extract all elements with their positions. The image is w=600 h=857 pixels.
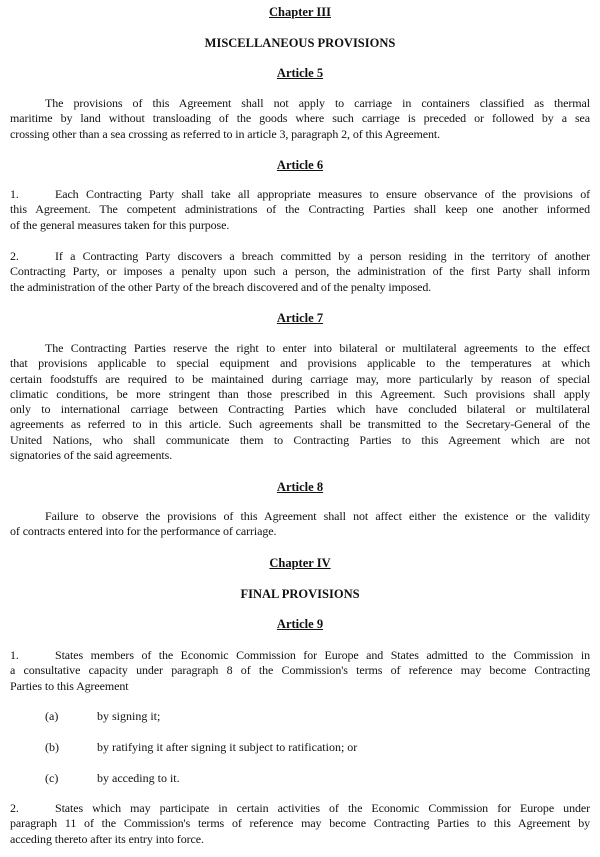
list-item-b: (b) by ratifying it after signing it subject to ratification; or <box>45 740 358 754</box>
text-line: crossing other than a sea crossing as referred to in article 3, paragraph 2, of this Agreement. <box>10 126 441 141</box>
text-line: this Agreement. The competent administrations of the Contracting Parties shall keep one another informed <box>10 202 590 217</box>
paragraph-number: 2. <box>10 801 19 815</box>
paragraph-number: 1. <box>10 648 19 662</box>
chapter-4-subtitle: FINAL PROVISIONS <box>240 587 360 601</box>
article-7-paragraph <box>10 341 590 463</box>
text-line: that provisions applicable to special equipment and provisions applicable to the temperatures at which <box>10 356 590 371</box>
article-7-heading: Article 7 <box>276 311 324 325</box>
article-9-heading: Article 9 <box>276 617 324 631</box>
text-line: the administration of the other Party of the breach discovered and of the penalty imposed. <box>10 279 432 294</box>
paragraph-number: 2. <box>10 249 19 263</box>
text-line: The provisions of this Agreement shall not apply to carriage in containers classified as thermal <box>45 96 590 110</box>
text-line: agreements as referred to in this article. Such agreements shall be transmitted to the Secretary-General of the <box>10 417 590 432</box>
text-line: certain foodstuffs are required to be maintained during carriage may, more particularly by reason of special <box>10 371 590 386</box>
text-line: climatic conditions, be more stringent than those prescribed in this Agreement. Such provisions shall apply <box>10 386 590 401</box>
article-6-heading: Article 6 <box>276 158 324 172</box>
article-8-heading: Article 8 <box>276 480 324 494</box>
text-line: only to international carriage between Contracting Parties which have concluded bilateral or multilateral <box>10 402 590 417</box>
text-line: paragraph 11 of the Commission's terms of reference may become Contracting Parties to this Agreement by <box>10 816 590 831</box>
article-9-paragraph-1 <box>10 648 590 694</box>
text-line: The Contracting Parties reserve the right to enter into bilateral or multilateral agreements to the effect <box>45 341 590 355</box>
chapter-3-subtitle: MISCELLANEOUS PROVISIONS <box>204 36 396 50</box>
text-line: Failure to observe the provisions of this Agreement shall not affect either the existence or the validity <box>45 509 590 523</box>
chapter-3-heading: Chapter III <box>269 5 331 19</box>
text-line: Parties to this Agreement <box>10 678 129 693</box>
text-line: signatories of the said agreements. <box>10 448 173 463</box>
text-line: a consultative capacity under paragraph 8 of the Commission's terms of reference may become Contracting <box>10 663 590 678</box>
article-8-paragraph <box>10 509 590 540</box>
text-line: 2. States which may participate in certain activities of the Economic Commission for Europe under <box>10 801 590 815</box>
article-5-paragraph <box>10 96 590 142</box>
chapter-4-heading: Chapter IV <box>269 556 331 570</box>
text-line: 2. If a Contracting Party discovers a breach committed by a person residing in the territory of another <box>10 249 590 263</box>
text-line: acceding thereto after its entry into force. <box>10 831 204 846</box>
article-6-paragraph-1 <box>10 187 590 233</box>
article-6-paragraph-2 <box>10 249 590 295</box>
article-9-paragraph-2 <box>10 801 590 847</box>
text-line: of the general measures taken for this purpose. <box>10 217 230 232</box>
paragraph-number: 1. <box>10 187 19 201</box>
text-line: United Nations, who shall communicate them to Contracting Parties to this Agreement which are not <box>10 432 590 447</box>
text-line: maritime by land without transloading of the goods where such carriage is preceded or followed by a sea <box>10 111 590 126</box>
list-item-c: (c) by acceding to it. <box>45 771 180 785</box>
list-item-a: (a) by signing it; <box>45 709 161 723</box>
text-line: of contracts entered into for the performance of carriage. <box>10 524 277 539</box>
text-line: 1. States members of the Economic Commission for Europe and States admitted to the Commission in <box>10 648 590 662</box>
text-line: Contracting Party, or imposes a penalty upon such a person, the administration of the first Party shall inform <box>10 264 590 279</box>
article-5-heading: Article 5 <box>276 66 324 80</box>
text-line: 1. Each Contracting Party shall take all appropriate measures to ensure observance of the provisions of <box>10 187 590 201</box>
